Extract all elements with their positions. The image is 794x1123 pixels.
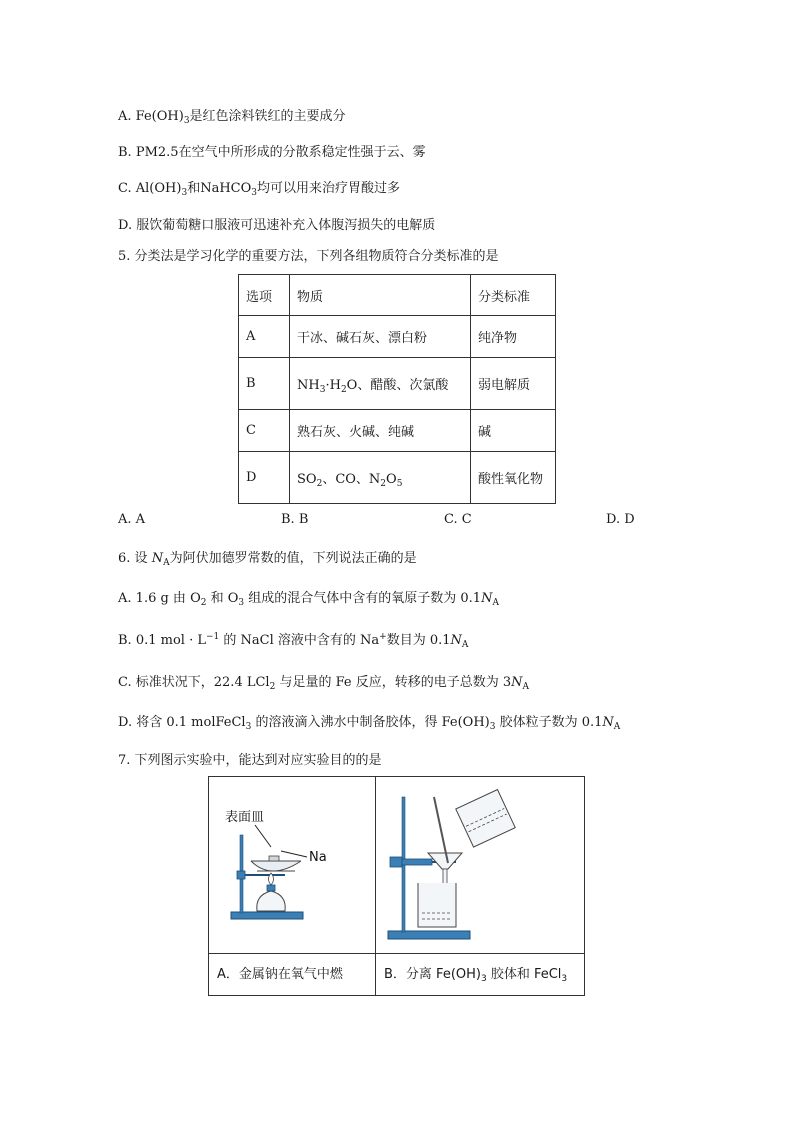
- subscript: 3: [480, 974, 487, 984]
- subscript: A: [522, 682, 530, 692]
- subscript: 5: [396, 479, 403, 489]
- q6-option-d: [118, 714, 620, 732]
- receiving-beaker: [418, 883, 456, 927]
- cell-option: A: [239, 316, 290, 358]
- caption-text: 胶体和 FeCl: [486, 967, 562, 982]
- answer-option-d: D. D: [606, 512, 635, 527]
- subscript: 3: [489, 722, 496, 732]
- formula: PM2.5: [135, 145, 179, 160]
- subscript: 2: [269, 682, 276, 692]
- q6-stem: [118, 550, 417, 568]
- figure-b-caption: [384, 963, 567, 982]
- subscript: 2: [340, 385, 347, 395]
- option-text: 将含 0.1 molFeCl: [136, 715, 246, 730]
- watch-glass: [251, 861, 301, 871]
- option-letter: D.: [118, 218, 133, 233]
- formula: ·H: [325, 378, 341, 393]
- clamp-knob: [390, 857, 402, 867]
- option-text: 和 O: [206, 591, 239, 606]
- option-text: 1.6 g 由 O: [135, 591, 201, 606]
- pouring-beaker: [456, 790, 515, 848]
- option-text: 胶体粒子数为 0.1: [495, 715, 603, 730]
- q6-option-c: [118, 674, 529, 692]
- cell-substances: 熟石灰、火碱、纯碱: [290, 410, 471, 452]
- option-text: 在空气中所形成的分散系稳定性强于云、雾: [178, 145, 426, 160]
- cell-option: B: [239, 358, 290, 410]
- avogadro-symbol: N: [602, 715, 614, 730]
- avogadro-symbol: N: [450, 633, 462, 648]
- subscript: 2: [200, 598, 207, 608]
- formula: NH: [297, 378, 320, 393]
- lamp-neck: [267, 885, 275, 891]
- table-row: [239, 410, 556, 452]
- subscript: A: [461, 640, 469, 650]
- q4-option-c: [118, 180, 400, 198]
- avogadro-symbol: N: [481, 591, 493, 606]
- cell-standard: 弱电解质: [471, 358, 556, 410]
- q6-option-b: [118, 632, 468, 650]
- formula: 、CO、N: [322, 472, 381, 487]
- experiment-figure-table: [208, 776, 585, 996]
- superscript: −1: [205, 632, 220, 642]
- figure-a-apparatus: [209, 777, 375, 953]
- option-text: 服饮葡萄糖口服液可迅速补充入体腹泻损失的电解质: [136, 218, 436, 233]
- table-row: [239, 358, 556, 410]
- q7-stem: 7. 下列图示实验中，能达到对应实验目的的是: [118, 753, 382, 768]
- q4-option-b: [118, 144, 426, 162]
- cell-standard: 酸性氧化物: [471, 452, 556, 504]
- row-divider: [209, 953, 584, 954]
- option-text: 标准状况下，22.4 LCl: [135, 675, 270, 690]
- option-text: 的 NaCl 溶液中含有的 Na: [219, 633, 380, 648]
- classification-table: [238, 274, 556, 504]
- subscript: 3: [319, 385, 326, 395]
- label-na: Na: [309, 850, 327, 865]
- caption-text: B．分离 Fe(OH): [384, 967, 481, 982]
- cell-standard: 纯净物: [471, 316, 556, 358]
- subscript: 3: [561, 974, 568, 984]
- option-text: 数目为 0.1: [386, 633, 451, 648]
- option-letter: B.: [118, 145, 132, 160]
- stem-text: 为阿伏加德罗常数的值，下列说法正确的是: [169, 551, 417, 566]
- option-text: 组成的混合气体中含有的氧原子数为 0.1: [244, 591, 482, 606]
- formula: O、醋酸、次氯酸: [346, 378, 449, 393]
- figure-b-apparatus: [376, 777, 585, 953]
- option-letter: C.: [118, 675, 132, 690]
- avogadro-symbol: N: [511, 675, 523, 690]
- option-text: 0.1 mol · L: [135, 633, 206, 648]
- subscript: A: [613, 722, 621, 732]
- subscript: 3: [245, 722, 252, 732]
- cell-option: D: [239, 452, 290, 504]
- option-text: 和: [187, 181, 201, 196]
- subscript: A: [492, 598, 499, 608]
- subscript: A: [163, 558, 170, 568]
- alcohol-lamp: [257, 891, 285, 911]
- clamp-knob: [237, 871, 245, 879]
- table-header-row: [239, 275, 556, 316]
- subscript: 3: [183, 116, 190, 126]
- clamp-arm: [402, 859, 432, 865]
- header-cell: 物质: [290, 275, 471, 316]
- q4-option-d: [118, 217, 435, 235]
- option-text: 是红色涂料铁红的主要成分: [189, 109, 346, 124]
- answer-option-b: B. B: [281, 512, 309, 527]
- q6-option-a: [118, 590, 499, 608]
- answer-option-c: C. C: [444, 512, 472, 527]
- subscript: 2: [316, 479, 323, 489]
- avogadro-symbol: N: [151, 551, 164, 566]
- option-letter: B.: [118, 633, 132, 648]
- answer-option-a: A. A: [118, 512, 146, 527]
- stem-text: 6. 设: [118, 551, 148, 566]
- q5-stem: 5. 分类法是学习化学的重要方法，下列各组物质符合分类标准的是: [118, 249, 499, 264]
- q4-option-a: [118, 108, 346, 126]
- subscript: 2: [380, 479, 387, 489]
- cell-option: C: [239, 410, 290, 452]
- option-letter: C.: [118, 181, 132, 196]
- header-cell: 分类标准: [471, 275, 556, 316]
- formula: Al(OH): [135, 181, 182, 196]
- cell-standard: 碱: [471, 410, 556, 452]
- cell-substances: [290, 358, 471, 410]
- cell-substances: 干冰、碱石灰、漂白粉: [290, 316, 471, 358]
- pointer-line: [255, 825, 271, 847]
- option-letter: D.: [118, 715, 133, 730]
- stand-base: [388, 931, 470, 939]
- subscript: 3: [238, 598, 245, 608]
- sodium-piece: [269, 856, 279, 861]
- subscript: 3: [251, 188, 258, 198]
- cell-substances: [290, 452, 471, 504]
- pointer-line: [281, 851, 307, 857]
- table-row: [239, 452, 556, 504]
- formula: SO: [297, 472, 317, 487]
- label-watch-glass: 表面皿: [225, 810, 265, 825]
- superscript: +: [379, 632, 387, 642]
- header-cell: 选项: [239, 275, 290, 316]
- option-letter: A.: [118, 109, 132, 124]
- formula: NaHCO: [200, 181, 252, 196]
- figure-a-caption: A．金属钠在氧气中燃: [217, 967, 343, 982]
- option-text: 均可以用来治疗胃酸过多: [257, 181, 401, 196]
- formula: O: [386, 472, 397, 487]
- option-text: 的溶液滴入沸水中制备胶体，得 Fe(OH): [251, 715, 490, 730]
- table-row: [239, 316, 556, 358]
- subscript: 3: [181, 188, 188, 198]
- option-text: 与足量的 Fe 反应，转移的电子总数为 3: [275, 675, 512, 690]
- formula: Fe(OH): [135, 109, 184, 124]
- option-letter: A.: [118, 591, 132, 606]
